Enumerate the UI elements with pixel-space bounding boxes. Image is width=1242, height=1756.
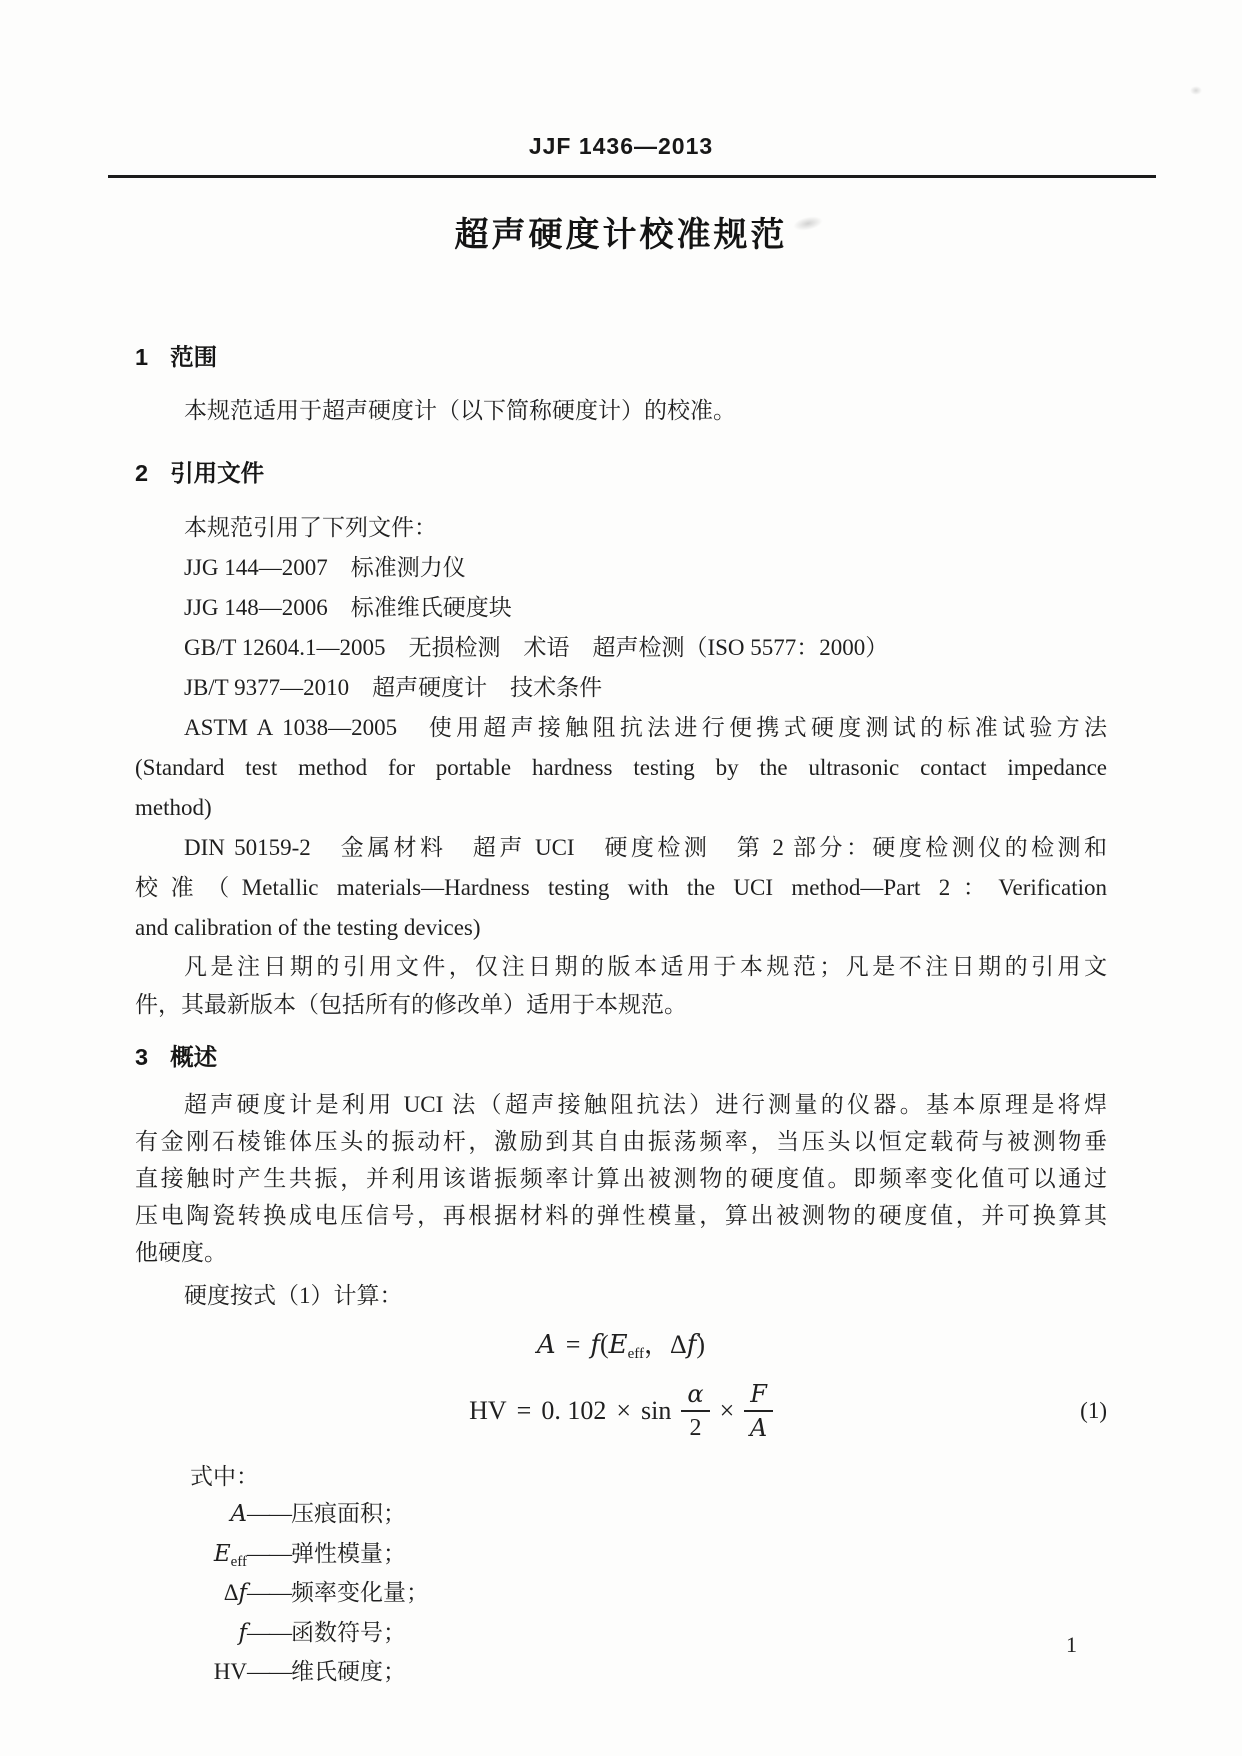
overview-line: 压电陶瓷转换成电压信号，再根据材料的弹性模量，算出被测物的硬度值，并可换算其 (135, 1203, 1107, 1228)
symbol-italic: E (213, 1540, 231, 1567)
section-3-number: 3 (135, 1044, 149, 1070)
formula-term (135, 1575, 1107, 1615)
references-intro: 本规范引用了下列文件： (184, 515, 437, 540)
coefficient: 0. 102 (541, 1396, 607, 1425)
symbol-subscript: eff (230, 1553, 247, 1570)
fraction-F-over-A (744, 1380, 773, 1443)
fraction-numerator: α (681, 1380, 709, 1412)
subscript-eff: eff (627, 1346, 645, 1362)
overview-line: 直接触时产生共振，并利用该谐振频率计算出被测物的硬度值。即频率变化值可以通过 (135, 1166, 1107, 1191)
term-dash: —— (247, 1619, 291, 1645)
fraction-denominator: A (749, 1414, 768, 1442)
term-dash: —— (247, 1501, 291, 1526)
page-number: 1 (1066, 1632, 1077, 1657)
section-1-heading (135, 338, 1107, 376)
term-dash: —— (247, 1580, 291, 1605)
term-symbol (135, 1615, 247, 1655)
times-sign: × (719, 1396, 735, 1425)
times-sign: × (616, 1396, 631, 1425)
var-E: E (608, 1330, 628, 1360)
term-definition: 函数符号； (291, 1619, 406, 1645)
var-f: f (686, 1330, 697, 1360)
dated-references-note (135, 948, 1107, 1024)
overview-line: 有金刚石棱锥体压头的振动杆，激励到其自由振荡频率，当压头以恒定载荷与被测物垂 (135, 1129, 1107, 1154)
overview-paragraph (135, 1086, 1107, 1271)
symbol-prefix: HV (213, 1659, 247, 1684)
term-symbol (135, 1536, 247, 1576)
var-A: A (536, 1330, 556, 1360)
term-symbol (135, 1575, 247, 1615)
note-line: 件，其最新版本（包括所有的修改单）适用于本规范。 (135, 992, 687, 1017)
comma: ， (644, 1330, 671, 1359)
symbol-italic: f (238, 1619, 247, 1646)
equation-1a (135, 1322, 1107, 1368)
term-symbol (135, 1496, 247, 1536)
document-code-header: JJF 1436—2013 (528, 133, 714, 159)
formula-term (135, 1496, 1107, 1536)
section-2-heading (135, 454, 1107, 492)
formula-term (135, 1654, 1107, 1694)
reference-line: (Standard test method for portable hardness testing by the ultrasonic contact impedance (135, 755, 1107, 780)
symbol-italic: f (238, 1580, 247, 1606)
equals-sign: = (565, 1330, 581, 1359)
symbol-italic: A (230, 1501, 247, 1527)
note-line: 凡是注日期的引用文件，仅注日期的版本适用于本规范；凡是不注日期的引用文 (184, 954, 1107, 979)
reference-line: method) (135, 795, 212, 820)
symbol-prefix: Δ (223, 1580, 239, 1605)
equals-sign: = (516, 1396, 532, 1425)
overview-line: 超声硬度计是利用 UCI 法（超声接触阻抗法）进行测量的仪器。基本原理是将焊 (184, 1092, 1107, 1117)
term-dash: —— (247, 1540, 291, 1566)
term-symbol (135, 1654, 247, 1694)
func-f: f (590, 1330, 600, 1360)
term-definition: 压痕面积； (291, 1501, 406, 1526)
fraction-numerator: F (744, 1380, 773, 1412)
reference-line: and calibration of the testing devices) (135, 915, 481, 940)
section-2-title: 引用文件 (170, 460, 265, 486)
term-definition: 频率变化量； (291, 1580, 429, 1605)
paren-close: ) (696, 1330, 706, 1359)
sin-operator: sin (641, 1396, 672, 1425)
var-HV: HV (469, 1396, 507, 1425)
equation-number: (1) (1080, 1398, 1107, 1423)
section-1-title: 范围 (170, 344, 218, 370)
reference-line: JJG 144—2007 标准测力仪 (184, 555, 466, 580)
reference-line: JJG 148—2006 标准维氏硬度块 (184, 595, 512, 620)
reference-line: ASTM A 1038—2005 使用超声接触阻抗法进行便携式硬度测试的标准试验方法 (184, 715, 1107, 740)
section-3-title: 概述 (170, 1044, 218, 1070)
formula-term (135, 1615, 1107, 1655)
term-definition: 维氏硬度； (291, 1659, 406, 1684)
reference-line: 校准（Metallic materials—Hardness testing with the UCI method—Part 2：Verification (135, 875, 1107, 900)
header-rule (108, 175, 1156, 178)
term-dash: —— (247, 1659, 291, 1684)
where-label: 式中： (190, 1464, 259, 1489)
section-2-number: 2 (135, 460, 149, 486)
references-block (135, 508, 1107, 948)
formula-intro: 硬度按式（1）计算： (184, 1283, 403, 1308)
reference-line: GB/T 12604.1—2005 无损检测 术语 超声检测（ISO 5577：2000） (184, 635, 889, 660)
section-3-heading (135, 1038, 1107, 1076)
scan-artifact (1190, 86, 1202, 95)
reference-line: JB/T 9377—2010 超声硬度计 技术条件 (184, 675, 603, 700)
paren-open: ( (599, 1330, 609, 1359)
equation-1b (135, 1370, 1107, 1452)
term-definition: 弹性模量； (291, 1540, 406, 1566)
fraction-denominator: 2 (689, 1415, 702, 1441)
section-1-number: 1 (135, 344, 149, 370)
fraction-alpha-over-2 (681, 1380, 709, 1443)
overview-line: 他硬度。 (135, 1240, 227, 1265)
formula-term (135, 1536, 1107, 1576)
document-title: 超声硬度计校准规范 (454, 216, 788, 254)
reference-line: DIN 50159-2 金属材料 超声 UCI 硬度检测 第 2 部分：硬度检测仪的检测和 (184, 835, 1107, 860)
delta-symbol: Δ (670, 1330, 687, 1359)
scope-text: 本规范适用于超声硬度计（以下简称硬度计）的校准。 (184, 398, 736, 423)
document-body (135, 332, 1107, 1694)
